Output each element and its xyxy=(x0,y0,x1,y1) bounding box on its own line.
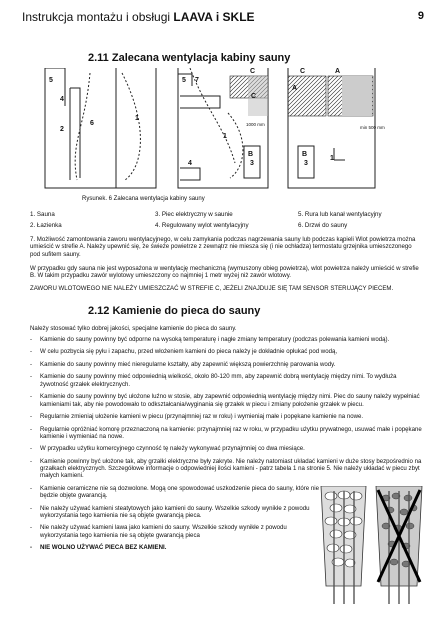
label-3: 3 xyxy=(250,160,254,167)
dimension-1000mm: 1000 mm xyxy=(246,122,265,127)
correct-stone-stack xyxy=(321,486,366,604)
label-5: 5 xyxy=(49,77,53,84)
list-item: - Kamienie ceramiczne nie są dozwolone. Mogą one spowodować uszkodzenie pieca do sauny, które nie będzie objęte gwarancją. xyxy=(30,485,320,500)
stone-arrangement-illustration xyxy=(316,486,428,611)
label-5: 5 xyxy=(182,77,186,84)
list-item: - Regularnie opróżniać komorę przeznaczoną na kamienie: przynajmniej raz w roku, w przypadku użytku prywatnego, usuwać małe i popękane kamienie i wymieniać na nowe. xyxy=(30,426,425,441)
label-6: 6 xyxy=(90,120,94,127)
stones-intro: Należy stosować tylko dobrej jakości, specjalne kamienie do pieca do sauny. xyxy=(30,325,237,332)
legend-item-3: 3. Piec elektryczny w saunie xyxy=(155,211,233,218)
legend-item-4: 4. Regulowany wylot wentylacyjny xyxy=(155,222,249,229)
list-item: - W przypadku użytku komercyjnego czynność tę należy wykonywać przynajmniej co dwa miesiące. xyxy=(30,445,425,452)
list-item: - Nie należy używać kamieni steatytowych jako kamieni do sauny. Wszelkie szkody wynikłe z powodu wykorzystania tego kamienia nie są objęte gwarancją pieca. xyxy=(30,505,320,520)
legend-item-5: 5. Rura lub kanał wentylacyjny xyxy=(298,211,382,218)
list-item: - W celu pozbycia się pyłu i zapachu, przed włożeniem kamieni do pieca należy je dokładnie opłukać pod wodą, xyxy=(30,348,425,355)
figure-caption: Rysunek. 6 Zalecana wentylacja kabiny sauny xyxy=(82,196,205,202)
list-item: - Nie należy używać kamieni lawa jako kamieni do sauny. Wszelkie szkody wynikłe z powodu wykorzystania tego kamienia nie są objęte gwarancją pieca xyxy=(30,524,320,539)
legend-item-2: 2. Łazienka xyxy=(30,222,62,229)
label-1: 1 xyxy=(330,155,334,162)
list-item: - Regularnie zmieniaj ułożenie kamieni w piecu (przynajmniej raz w roku) i wymieniaj małe i popękane kamienie na nowe. xyxy=(30,413,425,420)
dimension-min-500mm: min 500 mm xyxy=(360,125,385,130)
ventilation-figure xyxy=(30,68,425,206)
warning-zone-c: ZAWORU WLOTOWEGO NIE NALEŻY UMIESZCZAĆ W STREFIE C, JEŻELI ZNAJDUJE SIĘ TAM SENSOR STERUJĄCY PIECEM. xyxy=(30,285,394,292)
legend-item-6: 6. Drzwi do sauny xyxy=(298,222,348,229)
label-1: 1 xyxy=(135,115,139,122)
list-item: - Kamienie do sauny powinny być odporne na wysoką temperaturę i nagłe zmiany temperatury (podczas polewania kamieni wodą). xyxy=(30,336,425,343)
label-c: C xyxy=(250,68,256,75)
label-a: A xyxy=(335,68,341,75)
label-7: 7 xyxy=(195,77,199,84)
label-a: A xyxy=(292,85,298,92)
page-number: 9 xyxy=(417,10,424,22)
list-item: - Kamienie do sauny powinny mieć odpowiednią wielkość, około 80-120 mm, aby zapewnić dobrą wentylację między nimi. To wydłuża żywotność grzałek elektrycznych. xyxy=(30,373,425,388)
label-4: 4 xyxy=(60,96,64,103)
label-1: 1 xyxy=(223,133,227,140)
label-c: C xyxy=(300,68,306,75)
document-title: Instrukcja montażu i obsługi LAAVA i SKLE xyxy=(22,10,255,24)
label-b: B xyxy=(248,151,254,158)
list-item: - Kamienie do sauny powinny być ułożone luźno w stosie, aby zapewnić odpowiednią wentylację między nimi. Piec do sauny należy wypełniać kamieniami tak, aby nie powodowało to odkształcania/wyginania się grzałek w piecu i zmiany położenie grzałek w piecu. xyxy=(30,393,425,408)
label-2: 2 xyxy=(60,126,64,133)
list-item: - Kamienie powinny być ułożone tak, aby grzałki elektryczne były zakryte. Nie należy natomiast układać kamieni w duże stosy bezpośrednio na grzałkach elektrycznych. Szczegółowe informacje o odpowiedniej ilości kamieni - patrz tabela 1 na stronie 5. Nie należy układać w piecu zbyt małych kamieni. xyxy=(30,458,425,480)
label-4: 4 xyxy=(188,160,192,167)
list-item: - NIE WOLNO UŻYWAĆ PIECA BEZ KAMIENI. xyxy=(30,544,320,551)
incorrect-stone-stack xyxy=(376,486,422,604)
label-3: 3 xyxy=(304,160,308,167)
legend-item-7: 7. Możliwość zamontowania zaworu wentylacyjnego, w celu zamykania podczas nagrzewania sauny lub podczas kąpieli Wlot powietrza można umieścić w strefie A. Należy upewnić się, że świeże powietrze z zewnątrz nie miesza się (i nie ochładza) termostatu grzejnika umieszczonego pod sufitem sauny. xyxy=(30,236,416,258)
section-title-ventilation: 2.11 Zalecana wentylacja kabiny sauny xyxy=(88,52,291,64)
list-item: - Kamienie do sauny powinny mieć nieregularne kształty, aby zapewnić większą powierzchnię parowania wody. xyxy=(30,361,425,368)
legend-item-1: 1. Sauna xyxy=(30,211,55,218)
label-b: B xyxy=(302,151,308,158)
label-c: C xyxy=(251,93,257,100)
section-title-stones: 2.12 Kamienie do pieca do sauny xyxy=(88,305,261,317)
paragraph-inlet-zone-b: W przypadku gdy sauna nie jest wyposażona w wentylację mechaniczną (wymuszony obieg powietrza), wlot powietrza należy umieścić w strefie B. W takim przypadku zawór wylotowy umieszczony co najmniej 1 metr wyżej niż zawór wlotowy. xyxy=(30,265,419,280)
brand-name: LAAVA i SKLE xyxy=(173,10,255,24)
page-header xyxy=(22,8,424,28)
